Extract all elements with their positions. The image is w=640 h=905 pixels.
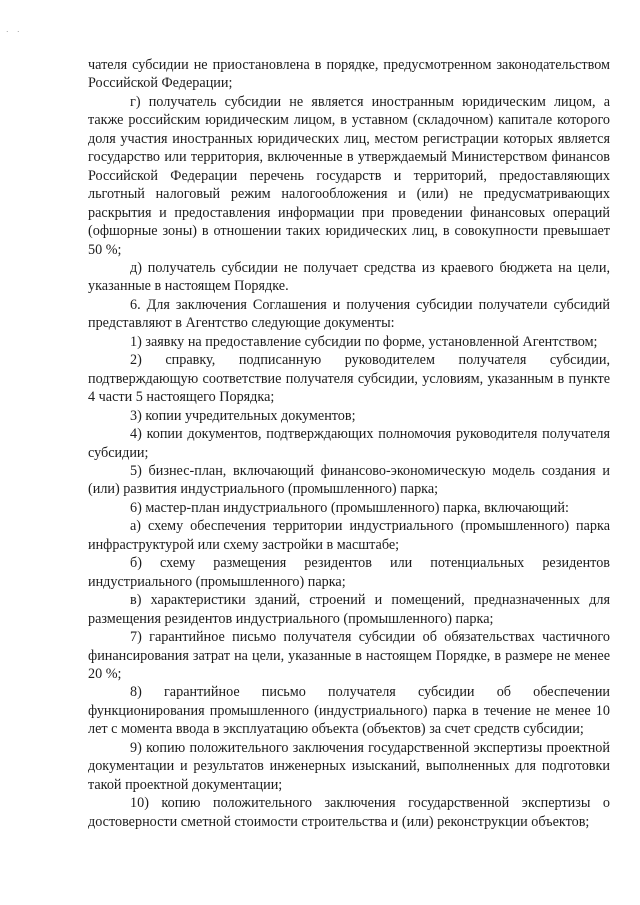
paragraph-item-5: 5) бизнес-план, включающий финансово-экономическую модель создания и (или) развития индустриального (промышленного) парка; bbox=[88, 462, 610, 498]
paragraph-item-1: 1) заявку на предоставление субсидии по форме, установленной Агентством; bbox=[130, 333, 598, 350]
paragraph-item-6a: а) схему обеспечения территории индустриального (промышленного) парка инфраструктурой или схему застройки в масштабе; bbox=[88, 518, 610, 553]
margin-mark: . . bbox=[6, 24, 23, 34]
paragraph-item-10: 10) копию положительного заключения государственной экспертизы о достоверности сметной стоимости строительства и (или) реконструкции объектов; bbox=[88, 795, 610, 830]
paragraph-item-2: 2) справку, подписанную руководителем получателя субсидии, подтверждающую соответствие получателя субсидии, условиям, указанным в пункте 4 части 5 настоящего Порядка; bbox=[88, 352, 610, 406]
paragraph-item-8: 8) гарантийное письмо получателя субсидии об обеспечении функционирования промышленного (индустриального) парка в течение не менее 10 лет с момента ввода в эксплуатацию объекта (объектов) за счет средств субсидии; bbox=[88, 684, 610, 738]
paragraph-item-3: 3) копии учредительных документов; bbox=[130, 407, 356, 424]
paragraph-item-6b: б) схему размещения резидентов или потенциальных резидентов индустриального (промышленного) парка; bbox=[88, 555, 610, 590]
paragraph-item-7: 7) гарантийное письмо получателя субсидии об обязательствах частичного финансирования затрат на цели, указанные в настоящем Порядке, в размере не менее 20 %; bbox=[88, 629, 610, 682]
paragraph-section-6: 6. Для заключения Соглашения и получения субсидии получатели субсидий представляют в Агентство следующие документы: bbox=[88, 296, 610, 332]
paragraph-item-4: 4) копии документов, подтверждающих полномочия руководителя получателя субсидии; bbox=[88, 426, 610, 461]
paragraph-item-9: 9) копию положительного заключения государственной экспертизы проектной документации и результатов инженерных изысканий, выполненных для подготовки такой проектной документации; bbox=[88, 739, 610, 793]
paragraph-item-6v: в) характеристики зданий, строений и помещений, предназначенных для размещения резидентов индустриального (промышленного) парка; bbox=[88, 592, 610, 627]
paragraph-continuation: чателя субсидии не приостановлена в порядке, предусмотренном законодательством Российской Федерации; bbox=[88, 57, 610, 92]
paragraph-item-d: д) получатель субсидии не получает средства из краевого бюджета на цели, указанные в настоящем Порядке. bbox=[88, 259, 610, 295]
document-page bbox=[88, 56, 610, 831]
paragraph-item-g: г) получатель субсидии не является иностранным юридическим лицом, а также российским юридическим лицом, в уставном (складочном) капитале которого доля участия иностранных юридических лиц, местом регистрации которых является государство или территория, включенные в утверждаемый Министерством финансов Российской Федерации перечень государств и территорий, предоставляющих льготный налоговый режим налогообложения и (или) не предусматривающих раскрытия и предоставления информации при проведении финансовых операций (офшорные зоны) в отношении таких юридических лиц, в совокупности превышает 50 %; bbox=[88, 93, 610, 258]
paragraph-item-6: 6) мастер-план индустриального (промышленного) парка, включающий: bbox=[130, 499, 569, 516]
